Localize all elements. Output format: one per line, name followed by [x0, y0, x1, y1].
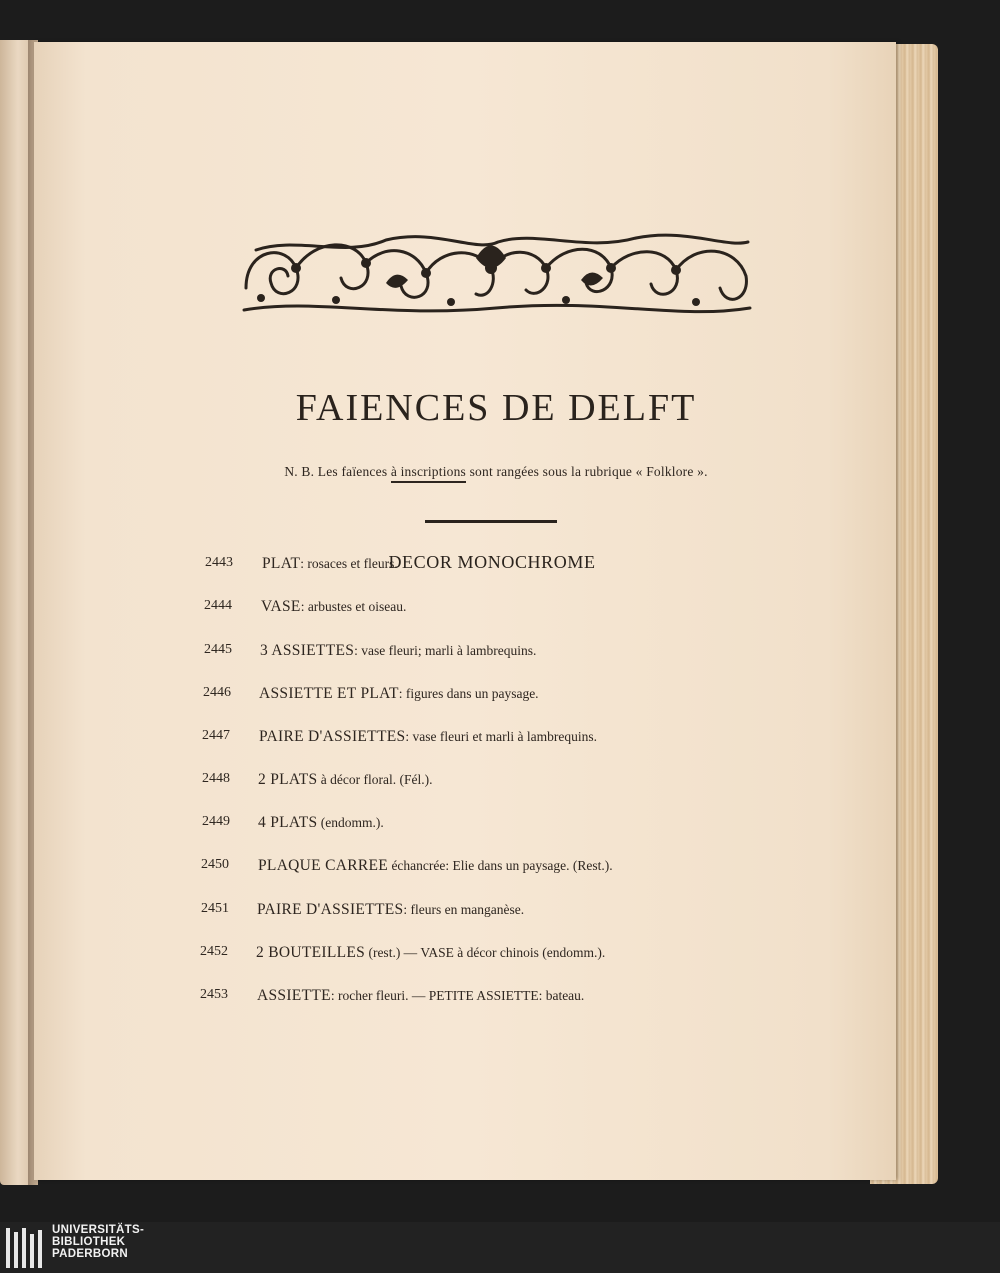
- entry-number: 2450: [201, 857, 229, 872]
- entry-text: [260, 642, 536, 660]
- page-title: FAIENCES DE DELFT: [295, 387, 697, 429]
- entry-description: à décor floral. (Fél.).: [317, 772, 433, 787]
- entry-text: [259, 685, 539, 703]
- entry-text: [262, 555, 398, 573]
- entry-description: : arbustes et oiseau.: [300, 599, 407, 614]
- entry-text: [258, 814, 384, 832]
- entry-title: 2 BOUTEILLES: [256, 944, 366, 961]
- entry-number: 2447: [202, 728, 230, 743]
- entry-number: 2446: [203, 685, 231, 700]
- entry-text: [259, 728, 597, 746]
- entry-title: PLAT: [262, 555, 301, 572]
- entry-number: 2451: [201, 901, 229, 916]
- book-page: [34, 42, 896, 1180]
- note-text-part: N. B. Les faïences: [284, 464, 391, 479]
- entry-number: 2445: [204, 642, 232, 657]
- entry-text: [256, 944, 605, 962]
- entry-description: : figures dans un paysage.: [398, 686, 539, 701]
- entry-description: (endomm.).: [317, 815, 384, 830]
- entry-text: [257, 901, 524, 919]
- entry-title: 2 PLATS: [258, 771, 318, 788]
- entry-number: 2444: [204, 598, 232, 613]
- ornamental-headpiece: [236, 228, 758, 322]
- entry-title: ASSIETTE ET PLAT: [259, 685, 399, 702]
- entry-title: VASE: [261, 598, 301, 615]
- entry-title: PAIRE D'ASSIETTES: [259, 728, 406, 745]
- note-text: [34, 464, 958, 480]
- note-underlined-text: à inscriptions: [391, 464, 466, 483]
- note-text-part: sont rangées sous la rubrique « Folklore ».: [466, 464, 708, 479]
- entry-text: [261, 598, 406, 616]
- library-name-line: PADERBORN: [52, 1248, 128, 1260]
- entry-title: PAIRE D'ASSIETTES: [257, 901, 404, 918]
- library-name-line: UNIVERSITÄTS-: [52, 1224, 145, 1236]
- entry-description: : fleurs en manganèse.: [403, 902, 525, 917]
- entry-title: ASSIETTE: [257, 987, 331, 1004]
- entry-description: : vase fleuri; marli à lambrequins.: [354, 643, 537, 658]
- library-name: [52, 1224, 144, 1260]
- entry-number: 2448: [202, 771, 230, 786]
- entry-title: 4 PLATS: [258, 814, 318, 831]
- entry-number: 2443: [205, 555, 233, 570]
- entry-description: : vase fleuri et marli à lambrequins.: [405, 729, 597, 744]
- entry-description: échancrée: Elie dans un paysage. (Rest.).: [388, 858, 613, 873]
- entry-title: PLAQUE CARREE: [258, 857, 389, 874]
- entry-text: [257, 987, 584, 1005]
- entry-text: [258, 857, 613, 875]
- entry-title: 3 ASSIETTES: [260, 642, 355, 659]
- entry-description: : rosaces et fleurs.: [300, 556, 398, 571]
- entry-text: [258, 771, 432, 789]
- library-footer-bar: [0, 1222, 1000, 1273]
- library-logo-icon: [4, 1226, 48, 1270]
- divider-rule: [425, 520, 557, 523]
- entry-number: 2453: [200, 987, 228, 1002]
- entry-number: 2449: [202, 814, 230, 829]
- entry-description: : rocher fleuri. — PETITE ASSIETTE: bateau.: [330, 988, 585, 1003]
- entry-description: (rest.) — VASE à décor chinois (endomm.).: [365, 945, 606, 960]
- entry-number: 2452: [200, 944, 228, 959]
- section-heading: DECOR MONOCHROME: [388, 552, 596, 572]
- library-name-line: BIBLIOTHEK: [52, 1236, 126, 1248]
